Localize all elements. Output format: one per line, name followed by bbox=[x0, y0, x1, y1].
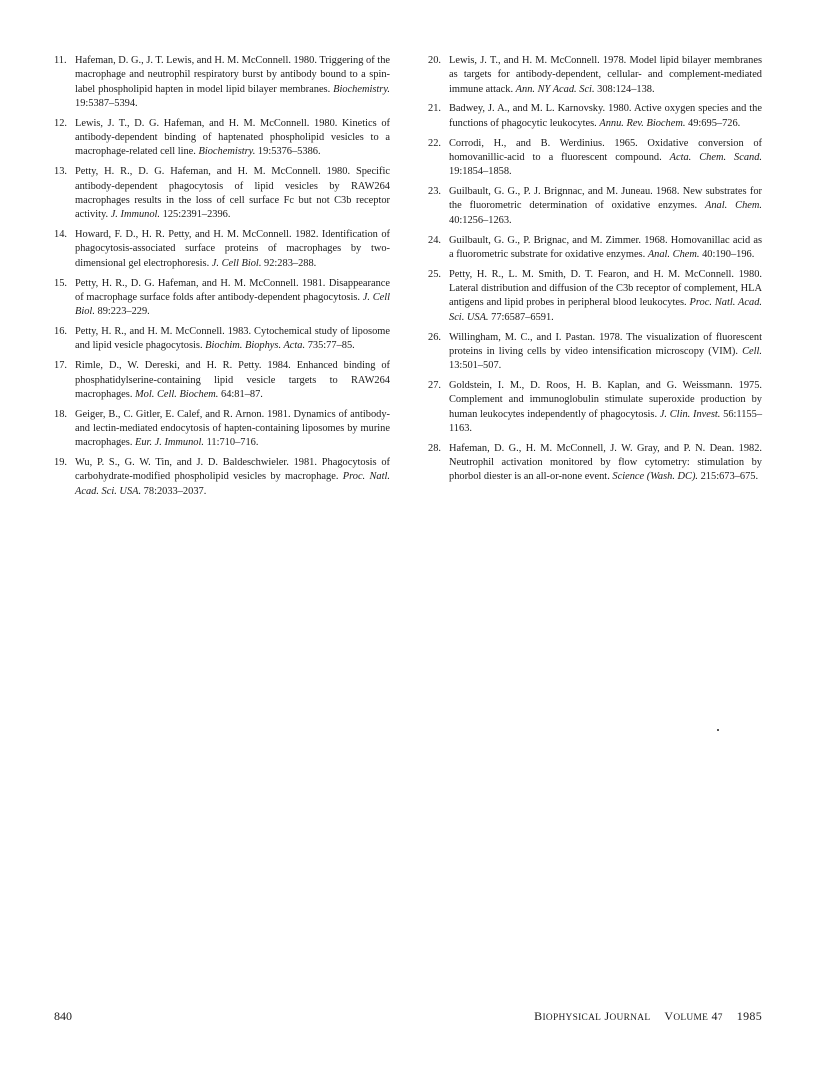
reference-item bbox=[428, 54, 762, 97]
reference-volume-pages: 56:1155–1163. bbox=[449, 408, 763, 434]
reference-journal: Mol. Cell. Biochem. bbox=[135, 388, 219, 400]
reference-item bbox=[428, 379, 762, 436]
reference-volume-pages: 49:695–726. bbox=[685, 117, 741, 129]
page-footer bbox=[54, 1009, 762, 1025]
reference-number: 18. bbox=[54, 408, 67, 420]
reference-text: Willingham, M. C., and I. Pastan. 1978. The visualization of fluorescent proteins in living cells by video intensification microscopy (VIM). bbox=[449, 331, 762, 357]
reference-number: 24. bbox=[428, 234, 441, 246]
reference-item bbox=[428, 442, 762, 485]
reference-number: 23. bbox=[428, 186, 441, 198]
reference-number: 22. bbox=[428, 137, 441, 149]
reference-text: Goldstein, I. M., D. Roos, H. B. Kaplan, and G. Weissmann. 1975. Complement and immunoglobulin stimulate superoxide production by human leukocytes independently of phagocytosis. bbox=[449, 380, 762, 420]
reference-text: Badwey, J. A., and M. L. Karnovsky. 1980. Active oxygen species and the functions of phagocytic leukocytes. bbox=[449, 103, 762, 129]
reference-number: 21. bbox=[428, 103, 441, 115]
reference-item bbox=[54, 359, 390, 402]
reference-item bbox=[54, 228, 390, 271]
references-column-right bbox=[428, 54, 762, 490]
reference-volume-pages: 19:5376–5386. bbox=[255, 146, 321, 158]
reference-journal: Science (Wash. DC). bbox=[612, 471, 699, 483]
reference-volume-pages: 215:673–675. bbox=[698, 471, 759, 483]
reference-volume-pages: 735:77–85. bbox=[305, 340, 355, 352]
reference-text: Howard, F. D., H. R. Petty, and H. M. McConnell. 1982. Identification of phagocytosis-associated surface proteins of macrophages by two-dimensional gel electrophoresis. bbox=[75, 229, 390, 269]
reference-text: Guilbault, G. G., P. Brignac, and M. Zimmer. 1968. Homovanillac acid as a fluorometric substrate for oxidative enzymes. bbox=[449, 234, 762, 260]
reference-volume-pages: 92:283–288. bbox=[261, 257, 317, 269]
reference-number: 28. bbox=[428, 442, 441, 454]
stray-print-mark bbox=[717, 729, 719, 731]
reference-item bbox=[54, 456, 390, 499]
reference-volume-pages: 125:2391–2396. bbox=[160, 209, 231, 221]
reference-number: 27. bbox=[428, 380, 441, 392]
reference-journal: Acta. Chem. Scand. bbox=[669, 151, 762, 163]
reference-text: Wu, P. S., G. W. Tin, and J. D. Baldeschwieler. 1981. Phagocytosis of carbohydrate-modified phospholipid vesicles by macrophage. bbox=[75, 457, 390, 483]
reference-item bbox=[428, 185, 762, 228]
reference-journal: J. Cell Biol. bbox=[211, 257, 262, 269]
reference-number: 11. bbox=[54, 55, 67, 66]
reference-item bbox=[54, 54, 390, 111]
reference-journal: Biochemistry. bbox=[333, 83, 390, 95]
reference-item bbox=[428, 137, 762, 180]
reference-text: Petty, H. R., and H. M. McConnell. 1983. Cytochemical study of liposome and lipid vesicle phagocytosis. bbox=[75, 326, 390, 352]
reference-journal: Eur. J. Immunol. bbox=[135, 437, 204, 449]
reference-number: 25. bbox=[428, 268, 441, 280]
page-number: 840 bbox=[54, 1009, 72, 1023]
reference-journal: Biochim. Biophys. Acta. bbox=[205, 340, 306, 352]
reference-text: Corrodi, H., and B. Werdinius. 1965. Oxidative conversion of homovanillic-acid to a fluorescent compound. bbox=[449, 137, 762, 163]
reference-journal: Anal. Chem. bbox=[647, 248, 700, 260]
reference-journal: J. Clin. Invest. bbox=[659, 408, 721, 420]
reference-number: 14. bbox=[54, 229, 67, 241]
reference-journal: Proc. Natl. Acad. Sci. USA. bbox=[449, 297, 762, 323]
reference-text: Lewis, J. T., D. G. Hafeman, and H. M. McConnell. 1980. Kinetics of antibody-dependent binding of haptenated phospholipid vesicles to a macrophage-related cell line. bbox=[75, 117, 390, 158]
reference-volume-pages: 11:710–716. bbox=[204, 437, 259, 449]
reference-text: Hafeman, D. G., H. M. McConnell, J. W. Gray, and P. N. Dean. 1982. Neutrophil activation monitored by flow cytometry: stimulation by phorbol diester is an all-or-none event. bbox=[449, 442, 762, 483]
reference-volume-pages: 19:5387–5394. bbox=[75, 97, 138, 109]
reference-number: 19. bbox=[54, 457, 67, 469]
reference-journal: J. Immunol. bbox=[110, 209, 161, 221]
running-footer bbox=[534, 1009, 762, 1024]
references-column-left bbox=[54, 54, 390, 505]
reference-volume-pages: 40:190–196. bbox=[699, 248, 755, 260]
reference-volume-pages: 77:6587–6591. bbox=[488, 311, 554, 323]
reference-item bbox=[428, 331, 762, 374]
reference-number: 26. bbox=[428, 331, 441, 343]
reference-journal: J. Cell Biol. bbox=[75, 291, 391, 318]
reference-text: Petty, H. R., L. M. Smith, D. T. Fearon, and H. M. McConnell. 1980. Lateral distribution and diffusion of the C3b receptor of complement, HLA antigens and lipid probes in peripheral blood leukocytes. bbox=[449, 268, 762, 309]
reference-volume-pages: 40:1256–1263. bbox=[449, 214, 512, 226]
reference-volume-pages: 89:223–229. bbox=[94, 306, 150, 318]
reference-text: Hafeman, D. G., J. T. Lewis, and H. M. McConnell. 1980. Triggering of the macrophage and neutrophil respiratory burst by antibody bound to a spin-label phospholipid hapten in model lipid bilayer membranes. bbox=[75, 55, 390, 95]
reference-number: 17. bbox=[54, 360, 67, 372]
reference-text: Petty, H. R., D. G. Hafeman, and H. M. McConnell. 1980. Specific antibody-dependent phagocytosis of lipid vesicles by RAW264 macrophages results in the loss of cell surface Fc but not C3b receptor activity. bbox=[75, 166, 390, 221]
reference-item bbox=[54, 165, 390, 222]
reference-item bbox=[428, 268, 762, 325]
reference-item bbox=[54, 117, 390, 160]
reference-number: 15. bbox=[54, 277, 67, 289]
reference-text: Rimle, D., W. Dereski, and H. R. Petty. 1984. Enhanced binding of phosphatidylserine-containing lipid vesicle targets to RAW264 macrophages. bbox=[75, 360, 390, 400]
reference-text: Petty, H. R., D. G. Hafeman, and H. M. McConnell. 1981. Disappearance of macrophage surface folds after antibody-dependent phagocytosis. bbox=[75, 277, 390, 303]
reference-journal: Biochemistry. bbox=[198, 146, 256, 158]
journal-name: BIOPHYSICAL JOURNAL bbox=[534, 1009, 651, 1023]
reference-number: 12. bbox=[54, 117, 67, 129]
reference-journal: Proc. Natl. Acad. Sci. USA. bbox=[75, 471, 390, 497]
reference-volume-pages: 78:2033–2037. bbox=[141, 485, 207, 497]
reference-volume-pages: 19:1854–1858. bbox=[449, 166, 512, 178]
reference-number: 13. bbox=[54, 166, 67, 178]
reference-item bbox=[54, 325, 390, 354]
volume-label: VOLUME 47 bbox=[664, 1009, 723, 1023]
reference-item bbox=[54, 277, 390, 320]
reference-text: Lewis, J. T., and H. M. McConnell. 1978. Model lipid bilayer membranes as targets for antibody-dependent, cellular- and complement-mediated immune attack. bbox=[449, 55, 762, 95]
reference-number: 16. bbox=[54, 326, 67, 338]
reference-journal: Cell. bbox=[742, 345, 762, 357]
reference-number: 20. bbox=[428, 55, 441, 66]
reference-volume-pages: 13:501–507. bbox=[449, 360, 502, 372]
reference-text: Geiger, B., C. Gitler, E. Calef, and R. Arnon. 1981. Dynamics of antibody- and lectin-mediated endocytosis of hapten-containing liposomes by murine macrophages. bbox=[75, 408, 390, 449]
reference-volume-pages: 64:81–87. bbox=[218, 388, 263, 400]
reference-journal: Anal. Chem. bbox=[705, 200, 762, 212]
reference-journal: Ann. NY Acad. Sci. bbox=[515, 83, 595, 95]
reference-volume-pages: 308:124–138. bbox=[594, 83, 655, 95]
reference-item bbox=[54, 408, 390, 451]
reference-text: Guilbault, G. G., P. J. Brignnac, and M. Juneau. 1968. New substrates for the fluorometric determination of oxidative enzymes. bbox=[449, 186, 762, 212]
reference-journal: Annu. Rev. Biochem. bbox=[599, 117, 686, 129]
publication-year: 1985 bbox=[736, 1009, 762, 1023]
reference-item bbox=[428, 234, 762, 263]
reference-item bbox=[428, 102, 762, 131]
